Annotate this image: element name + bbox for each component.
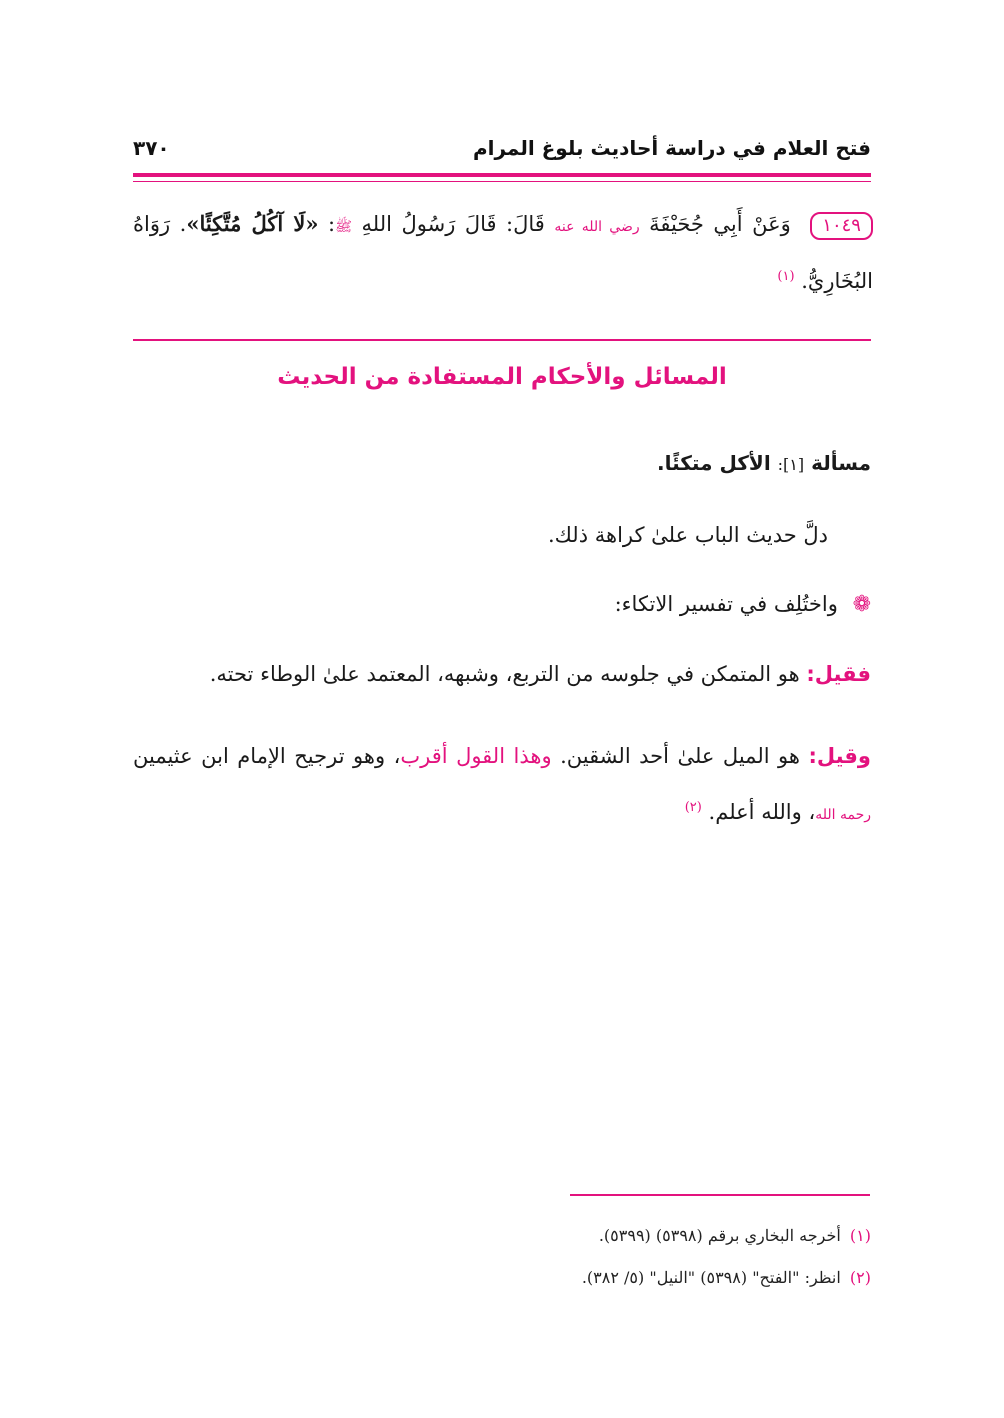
hadith-number-badge: ١٠٤٩ <box>810 212 873 240</box>
paragraph-4-text-c: ، والله أعلم. <box>708 800 816 824</box>
flower-icon: ❁ <box>852 592 871 617</box>
issue-number: [١]: <box>777 455 805 474</box>
paragraph-3-text: هو المتمكن في جلوسه من التربع، وشبهه، المعتمد علىٰ الوطاء تحته. <box>209 662 800 686</box>
footnote-2-text: انظر: "الفتح" (٥٣٩٨) "النيل" (٥/ ٣٨٢). <box>581 1268 841 1287</box>
footnote-2-number: (٢) <box>849 1268 871 1287</box>
opinion-label-2: وقيل: <box>808 744 871 768</box>
header-rule-thick <box>133 173 871 177</box>
footnote-1 <box>599 1226 871 1245</box>
section-heading: المسائل والأحكام المستفادة من الحديث <box>277 364 727 390</box>
hadith-text: «لَا آكُلُ مُتَّكِئًا» <box>186 211 319 236</box>
scholar-honorific: رحمه الله <box>815 807 871 823</box>
prophet-honorific: ﷺ <box>335 219 353 235</box>
page-number: ٣٧٠ <box>133 136 170 160</box>
paragraph-2 <box>615 576 871 633</box>
footnote-ref-2[interactable]: (٢) <box>684 800 702 815</box>
opinion-label-1: فقيل: <box>806 662 871 686</box>
hadith-block: ١٠٤٩ وَعَنْ أَبِي جُحَيْفَةَ رضي الله عنه قَالَ: قَالَ رَسُولُ اللهِ ﷺ: «لَا آكُلُ مُتَّكِئًا». رَوَاهُ البُخَارِيُّ. $^{(١)}$ <box>133 211 873 293</box>
paragraph-2-text: واختُلِف في تفسير الاتكاء: <box>614 592 838 616</box>
companion-honorific: رضي الله عنه <box>554 219 640 235</box>
paragraph-4 <box>133 728 871 843</box>
paragraph-4-text-a: هو الميل علىٰ أحد الشقين. <box>560 744 800 768</box>
preferred-opinion: وهذا القول أقرب <box>400 744 552 768</box>
footnote-ref-1[interactable]: (١) <box>777 269 795 284</box>
paragraph-4-text-b: ، وهو ترجيح الإمام ابن عثيمين <box>133 744 401 768</box>
footnote-2 <box>582 1268 871 1287</box>
book-title: فتح العلام في دراسة أحاديث بلوغ المرام <box>472 136 871 160</box>
hadith-narrated: . رَوَاهُ البُخَارِيُّ. <box>133 212 873 293</box>
footnote-1-text: أخرجه البخاري برقم (٥٣٩٨) (٥٣٩٩). <box>598 1226 841 1245</box>
hadith-bottom-rule <box>133 339 871 341</box>
paragraph-3 <box>133 646 871 702</box>
header-rule-thin <box>133 181 871 182</box>
footnote-1-number: (١) <box>849 1226 871 1245</box>
page-header <box>133 128 871 168</box>
paragraph-1: دلَّ حديث الباب علىٰ كراهة ذلك. <box>547 523 828 547</box>
footnote-separator <box>570 1194 870 1196</box>
hadith-said: قَالَ: قَالَ رَسُولُ اللهِ <box>361 212 545 236</box>
hadith-intro: وَعَنْ أَبِي جُحَيْفَةَ <box>649 212 791 236</box>
issue-label: مسألة <box>811 451 871 475</box>
issue-heading <box>657 451 871 475</box>
issue-title: الأكل متكئًا. <box>657 451 771 475</box>
